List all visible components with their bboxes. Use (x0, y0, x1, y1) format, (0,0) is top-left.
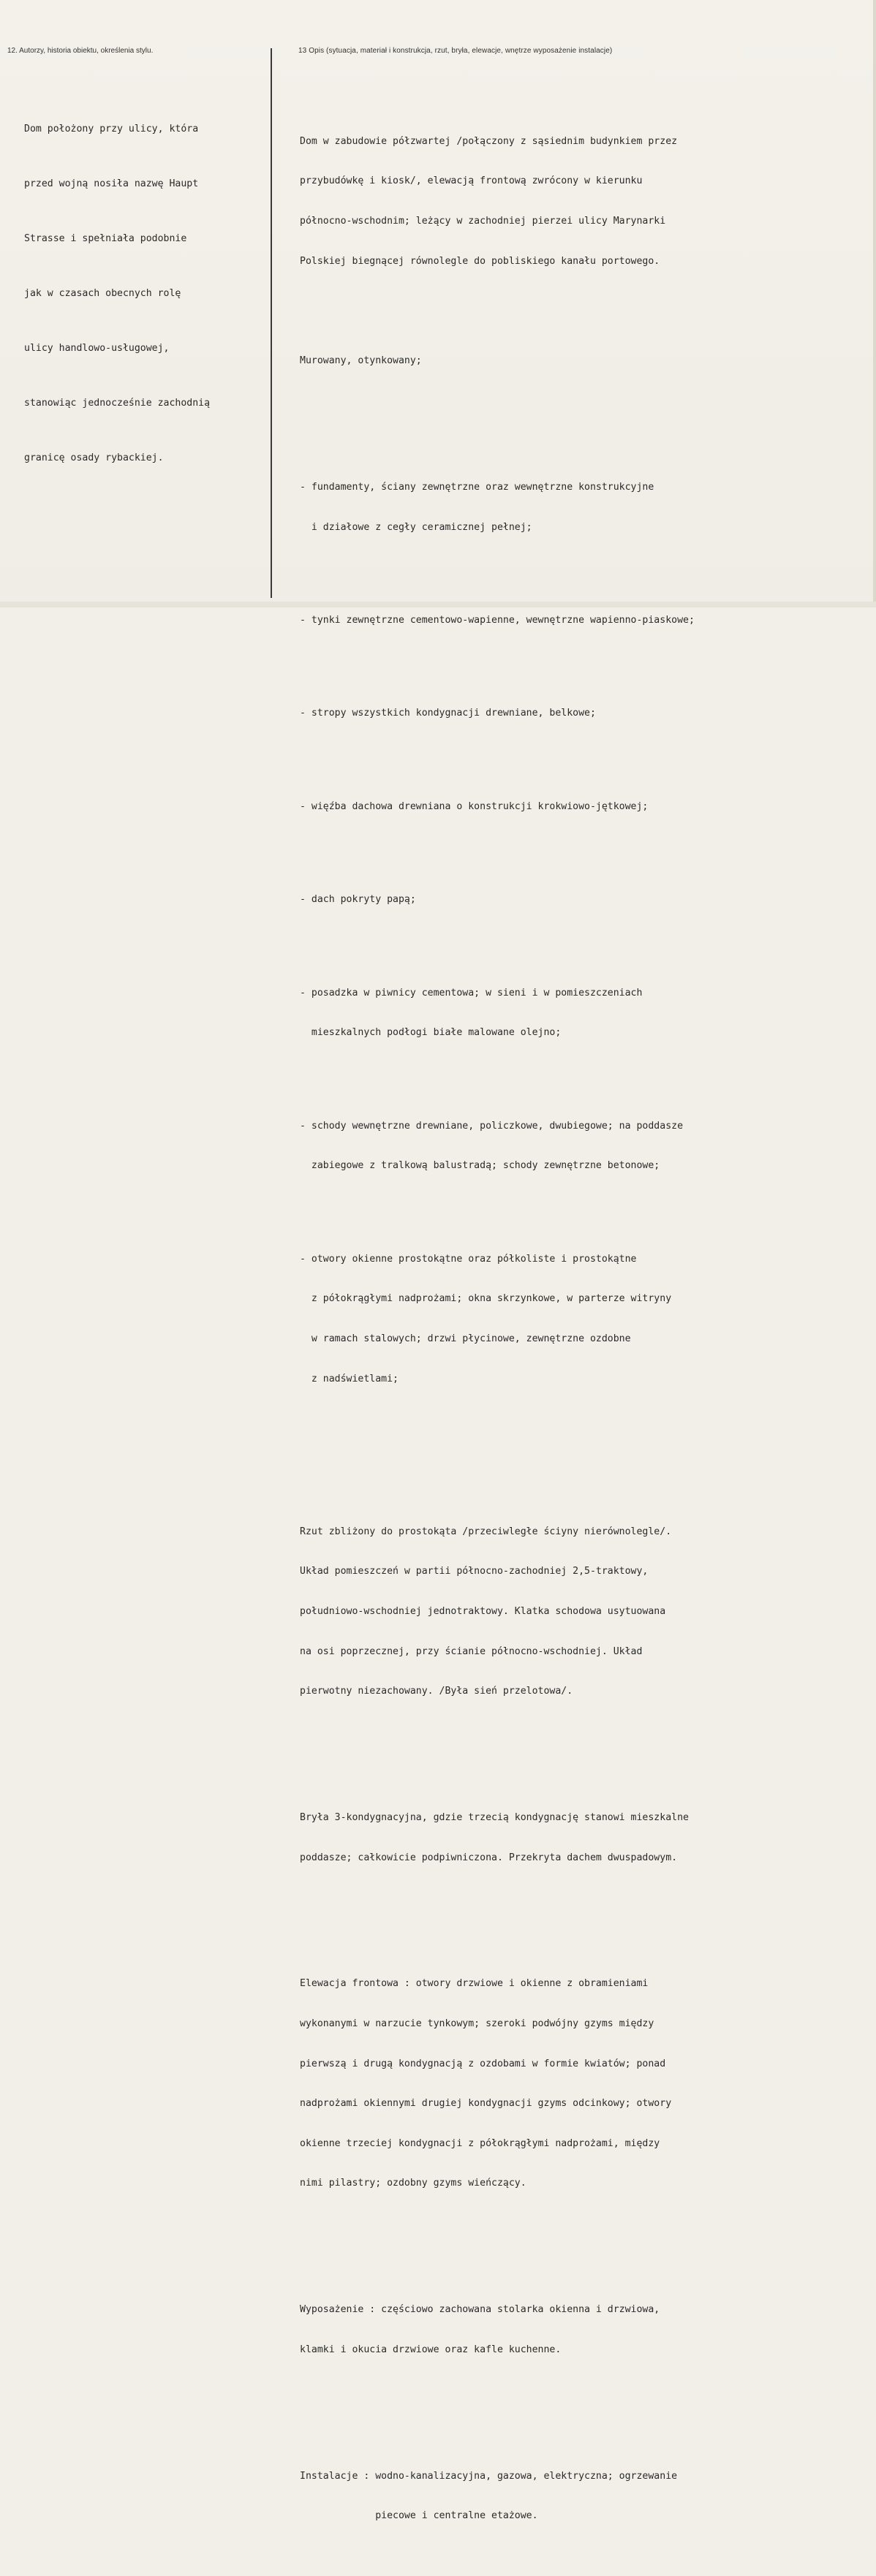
section-12-header: 12. Autorzy, historia obiektu, określenia stylu. (7, 47, 154, 55)
history-line: stanowiąc jednocześnie zachodnią (24, 398, 211, 409)
list-item-line: w ramach stalowych; drzwi płycinowe, zewnętrzne ozdobne (300, 1333, 631, 1344)
sheet-edge-right (873, 0, 876, 607)
plan-line: na osi poprzecznej, przy ścianie północno-wschodniej. Układ (300, 1645, 643, 1657)
situation-paragraph (300, 108, 695, 295)
history-line: granicę osady rybackiej. (24, 452, 164, 463)
list-item (300, 773, 695, 840)
history-line: ulicy handlowo-usługowej, (24, 343, 170, 354)
list-item (300, 960, 695, 1067)
list-item-line: zabiegowe z tralkową balustradą; schody zewnętrzne betonowe; (300, 1160, 660, 1172)
list-item-line: - więźba dachowa drewniana o konstrukcji krokwiowo-jętkowej; (300, 800, 649, 812)
elevation-line: nimi pilastry; ozdobny gzyms wieńczący. (300, 2178, 526, 2189)
situation-line: Dom w zabudowie półzwartej /połączony z sąsiednim budynkiem przez (300, 135, 678, 147)
list-item (300, 588, 695, 654)
column-divider (271, 48, 272, 598)
list-item-line: - otwory okienne prostokątne oraz półkoliste i prostokątne (300, 1253, 637, 1265)
massing-line: Bryła 3-kondygnacyjna, gdzie trzecią kondygnację stanowi mieszkalne (300, 1812, 689, 1823)
history-line: Strasse i spełniała podobnie (24, 233, 187, 244)
massing-line: poddasze; całkowicie podpiwniczona. Przekryta dachem dwuspadowym. (300, 1852, 678, 1863)
plan-line: Rzut zbliżony do prostokąta /przeciwległe ściyny nierównolegle/. (300, 1526, 672, 1537)
plan-line: pierwotny niezachowany. /Była sień przelotowa/. (300, 1686, 573, 1697)
elevation-line: pierwszą i drugą kondygnacją z ozdobami w formie kwiatów; ponad (300, 2058, 666, 2069)
elevation-line: nadprożami okiennymi drugiej kondygnacji gzyms odcinkowy; otwory (300, 2098, 672, 2110)
list-item (300, 681, 695, 747)
list-item-line: mieszkalnych podłogi białe malowane olejno; (300, 1027, 562, 1039)
construction-list (300, 428, 695, 1439)
installations-line: Instalacje : wodno-kanalizacyjna, gazowa, elektryczna; ogrzewanie (300, 2470, 678, 2482)
plan-line: Układ pomieszczeń w partii północno-zachodniej 2,5-traktowy, (300, 1566, 649, 1577)
list-item (300, 867, 695, 933)
situation-line: Polskiej biegnącej równolegle do pobliskiego kanału portowego. (300, 255, 660, 267)
list-item-line: - dach pokryty papą; (300, 894, 416, 906)
list-item-line: z półokrągłymi nadprożami; okna skrzynkowe, w parterze witryny (300, 1293, 672, 1305)
list-item (300, 454, 695, 561)
situation-line: północno-wschodnim; leżący w zachodniej pierzei ulicy Marynarki (300, 216, 666, 227)
plan-line: południowo-wschodniej jednotraktowy. Klatka schodowa usytuowana (300, 1605, 666, 1617)
history-line: jak w czasach obecnych rolę (24, 288, 181, 299)
equipment-paragraph (300, 2277, 695, 2384)
list-item (300, 1226, 695, 1412)
list-item-line: z nadświetlami; (300, 1373, 399, 1384)
elevation-line: Elewacja frontowa : otwory drzwiowe i okienne z obramieniami (300, 1978, 649, 1990)
description-text (300, 82, 695, 2576)
history-line: przed wojną nosiła nazwę Haupt (24, 178, 199, 189)
list-item-line: - tynki zewnętrzne cementowo-wapienne, wewnętrzne wapienno-piaskowe; (300, 614, 695, 626)
list-item-line: - stropy wszystkich kondygnacji drewniane, belkowe; (300, 708, 596, 719)
situation-line: przybudówkę i kiosk/, elewacją frontową zwrócony w kierunku (300, 175, 643, 187)
massing-paragraph (300, 1785, 695, 1892)
equipment-line: klamki i okucia drzwiowe oraz kafle kuchenne. (300, 2344, 562, 2355)
list-item-line: - posadzka w piwnicy cementowa; w sieni i w pomieszczeniach (300, 987, 643, 999)
installations-paragraph (300, 2443, 695, 2550)
list-item-line: - schody wewnętrzne drewniane, policzkowe, dwubiegowe; na poddasze (300, 1120, 684, 1132)
history-line: Dom położony przy ulicy, która (24, 124, 199, 135)
history-text (24, 83, 210, 504)
elevation-line: okienne trzeciej kondygnacji z półokrągłymi nadprożami, między (300, 2137, 660, 2149)
list-item-line: - fundamenty, ściany zewnętrzne oraz wewnętrzne konstrukcyjne (300, 481, 654, 493)
equipment-line: Wyposażenie : częściowo zachowana stolarka okienna i drzwiowa, (300, 2304, 660, 2316)
list-item (300, 1093, 695, 1200)
plan-paragraph (300, 1499, 695, 1724)
section-13-header: 13 Opis (sytuacja, materiał i konstrukcja, rzut, bryła, elewacje, wnętrze wyposażenie instalacje) (298, 47, 613, 55)
list-item-line: i działowe z cegły ceramicznej pełnej; (300, 521, 532, 533)
elevation-paragraph (300, 1951, 695, 2217)
material-heading: Murowany, otynkowany; (300, 355, 422, 367)
elevation-line: wykonanymi w narzucie tynkowym; szeroki podwójny gzyms między (300, 2018, 654, 2030)
installations-line: piecowe i centralne etażowe. (300, 2510, 538, 2522)
